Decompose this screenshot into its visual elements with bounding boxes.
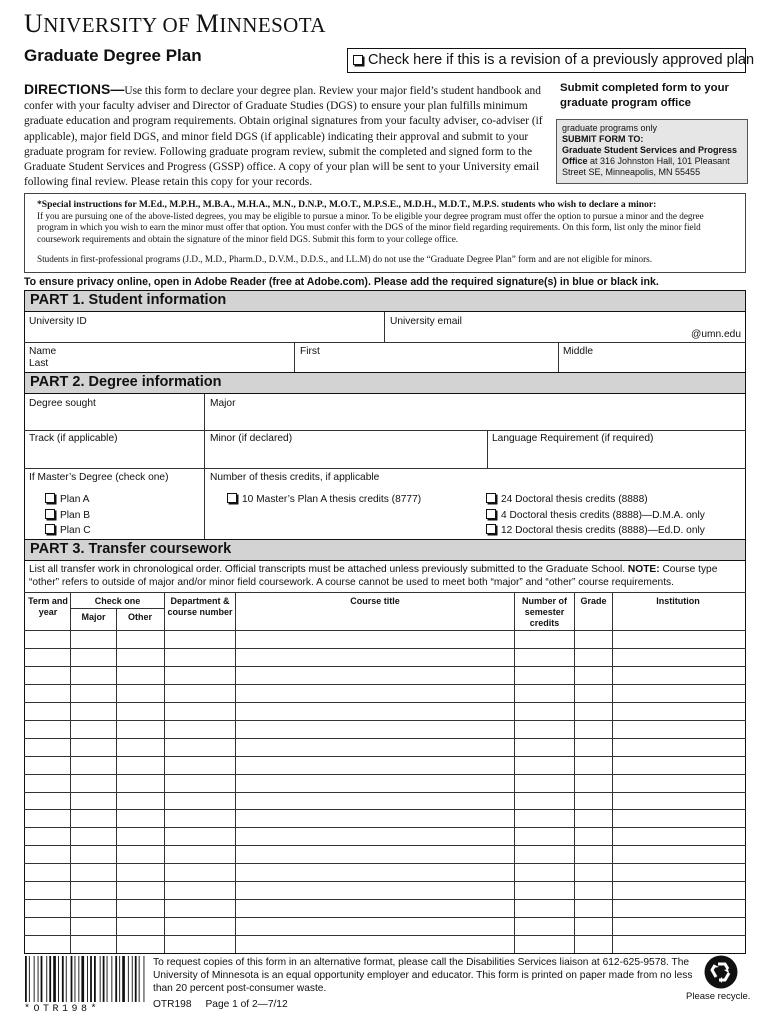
part3-header: PART 3. Transfer coursework <box>24 539 746 561</box>
table-row[interactable] <box>24 666 746 667</box>
part3-instructions-a: List all transfer work in chronological order. Official transcripts must be attached unless previously submitted to the Graduate School. <box>29 564 628 575</box>
col-check-header: Check one <box>94 596 141 606</box>
masters-label: If Master’s Degree (check one) <box>29 472 169 483</box>
directions <box>24 82 552 190</box>
table-row[interactable] <box>24 738 746 739</box>
plan-b-option[interactable] <box>45 509 90 521</box>
page-number: Page 1 of 2—7/12 <box>205 999 288 1010</box>
last-name-field[interactable] <box>26 344 293 371</box>
thesis-4-checkbox[interactable] <box>486 509 496 519</box>
barcode-image <box>24 956 148 1002</box>
table-row[interactable] <box>24 809 746 810</box>
degree-sought-field[interactable] <box>26 396 203 429</box>
thesis-12-checkbox[interactable] <box>486 524 496 534</box>
special-instructions <box>24 193 746 273</box>
col-other-header: Other <box>127 612 152 622</box>
plan-a-label: Plan A <box>60 494 90 505</box>
thesis-10-option[interactable] <box>227 493 421 505</box>
table-row[interactable] <box>24 702 746 703</box>
minor-label: Minor (if declared) <box>210 433 293 444</box>
table-row[interactable] <box>24 899 746 900</box>
submit-address-box <box>556 119 748 184</box>
plan-c-label: Plan C <box>60 525 91 536</box>
part1-header: PART 1. Student information <box>24 290 746 312</box>
table-row[interactable] <box>24 935 746 936</box>
thesis-10-label: 10 Master’s Plan A thesis credits (8777) <box>242 494 422 505</box>
footer-code <box>153 999 288 1010</box>
please-recycle: Please recycle. <box>686 991 751 1002</box>
part2-vline-2 <box>487 430 488 468</box>
track-label: Track (if applicable) <box>29 433 118 444</box>
check-split-line <box>116 608 117 953</box>
language-label: Language Requirement (if required) <box>492 433 654 444</box>
middle-name-label: Middle <box>563 346 594 357</box>
revision-checkbox[interactable] <box>353 55 363 65</box>
table-row[interactable] <box>24 827 746 828</box>
special-heading: *Special instructions for M.Ed., M.P.H., M.B.A., M.H.A., M.N., D.N.P., M.O.T., M.P.S.E., M.D.H., M.D.T., M.P.S. students who wish to declare a minor: <box>37 199 657 210</box>
part1-divider <box>24 342 746 343</box>
office-name: Graduate Student Services and Progress Office <box>562 145 738 166</box>
major-label: Major <box>210 398 236 409</box>
middle-name-field[interactable] <box>560 344 744 371</box>
special-note: Students in first-professional programs (J.D., M.D., Pharm.D., D.V.M., D.D.S., and LL.M) do not use the “Graduate Degree Plan” form and are not eligible for minors. <box>37 254 653 264</box>
plan-b-checkbox[interactable] <box>45 509 55 519</box>
col-dept-header: Department & course number <box>167 596 233 617</box>
plan-a-option[interactable] <box>45 493 89 505</box>
revision-label: Check here if this is a revision of a previously approved plan <box>368 52 755 68</box>
footer-text: To request copies of this form in an alternative format, please call the Disabilities Services liaison at 612-625-9578. The University of Minnesota is an equal opportunity employer and educator. This form is printed on paper made from no less than 20 percent post-consumer waste. <box>153 957 693 994</box>
table-row[interactable] <box>24 774 746 775</box>
table-row[interactable] <box>24 917 746 918</box>
name-label: Name <box>29 346 57 357</box>
major-field[interactable] <box>206 396 744 429</box>
form-title: Graduate Degree Plan <box>24 46 202 65</box>
table-row[interactable] <box>24 756 746 757</box>
part3-instructions-b: Course type “other” refers to outside of major and/or minor field coursework. A course cannot be used to meet both “major” and “other” course requirements. <box>29 564 718 588</box>
thesis-12-option[interactable] <box>486 524 705 536</box>
university-id-field[interactable] <box>26 314 383 341</box>
part2-divider-2 <box>24 468 746 469</box>
col-grade-header: Grade <box>580 596 607 606</box>
univ-initial-u: U <box>24 9 44 38</box>
part1-vline-3 <box>558 342 559 372</box>
table-row[interactable] <box>24 863 746 864</box>
col-title-header: Course title <box>350 596 400 606</box>
degree-sought-label: Degree sought <box>29 398 96 409</box>
col-term-header: Term and year <box>28 596 68 617</box>
thesis-credits-label: Number of thesis credits, if applicable <box>210 472 380 483</box>
recycle-icon <box>704 955 738 989</box>
thesis-10-checkbox[interactable] <box>227 493 237 503</box>
thesis-4-option[interactable] <box>486 509 705 521</box>
col-major-header: Major <box>81 612 106 622</box>
plan-b-label: Plan B <box>60 510 91 521</box>
table-row[interactable] <box>24 684 746 685</box>
check-header-line <box>71 608 164 609</box>
last-name-label: Last <box>29 358 49 369</box>
thesis-24-option[interactable] <box>486 493 648 505</box>
first-name-field[interactable] <box>296 344 557 371</box>
plan-c-option[interactable] <box>45 524 91 536</box>
table-row[interactable] <box>24 630 746 631</box>
email-suffix: @umn.edu <box>691 329 741 340</box>
university-id-label: University ID <box>29 316 87 327</box>
table-row[interactable] <box>24 648 746 649</box>
university-email-label: University email <box>390 316 462 327</box>
directions-text: Use this form to declare your degree plan. Review your major field’s student handbook and confer with your faculty adviser and Director of Graduate Studies (DGS) to ensure your plan fulfills minimum graduate education and program requirements. Obtain original signatures from your faculty adviser, co-adviser (if applicable), major field DGS, and minor field DGS (if applicable) indicating their approval and submit to your graduate program for review. Following graduate program review, submit the completed and signed form to the Graduate Student Services and Progress (GSSP) office. A copy of your plan will be sent to your University email following final review. Please retain this copy for your records. <box>24 85 543 189</box>
privacy-note: To ensure privacy online, open in Adobe Reader (free at Adobe.com). Please add the required signature(s) in blue or black ink. <box>24 276 659 288</box>
plan-c-checkbox[interactable] <box>45 524 55 534</box>
col-institution-header: Institution <box>656 596 700 606</box>
thesis-24-checkbox[interactable] <box>486 493 496 503</box>
minor-field[interactable] <box>206 432 486 467</box>
table-bottom-line <box>24 953 746 954</box>
table-row[interactable] <box>24 792 746 793</box>
part1-vline-2 <box>294 342 295 372</box>
thesis-12-label: 12 Doctoral thesis credits (8888)—Ed.D. only <box>501 525 705 536</box>
thesis-24-label: 24 Doctoral thesis credits (8888) <box>501 494 648 505</box>
table-row[interactable] <box>24 720 746 721</box>
part2-vline-1 <box>204 394 205 539</box>
submit-heading: Submit completed form to your graduate program office <box>560 82 729 109</box>
directions-heading: DIRECTIONS— <box>24 81 125 97</box>
part2-header: PART 2. Degree information <box>24 372 746 394</box>
special-text: If you are pursuing one of the above-listed degrees, you may be eligible to pursue a minor. To be eligible your degree program must offer the option to pursue a minor and the degree program in which you wish to earn the minor must offer that option. You must confer with the DGS of the minor field regarding requirements. On this form, list only the minor field coursework requirements and obtain the signature of the minor field DGS. Submit this form to your college office. <box>37 210 704 244</box>
part1-vline-1 <box>384 312 385 342</box>
univ-text-1: NIVERSITY OF <box>43 13 196 37</box>
univ-text-2: INNESOTA <box>219 13 326 37</box>
revision-checkbox-field[interactable] <box>347 48 755 73</box>
office-address: at 316 Johnston Hall, 101 Pleasant Street SE, Minneapolis, MN 55455 <box>562 156 730 177</box>
univ-initial-m: M <box>195 9 220 38</box>
submit-to-label: SUBMIT FORM TO: <box>562 134 644 144</box>
table-top-line <box>24 592 746 593</box>
part3-instructions <box>29 564 745 589</box>
language-field[interactable] <box>489 432 744 467</box>
table-row[interactable] <box>24 881 746 882</box>
programs-only-note: graduate programs only <box>562 123 658 133</box>
part2-divider-1 <box>24 430 746 431</box>
first-name-label: First <box>300 346 320 357</box>
form-code: OTR198 <box>153 999 192 1010</box>
track-field[interactable] <box>26 432 203 467</box>
barcode-text: *OTR198* <box>24 1004 101 1015</box>
plan-a-checkbox[interactable] <box>45 493 55 503</box>
table-row[interactable] <box>24 845 746 846</box>
part3-note-label: NOTE: <box>627 564 660 575</box>
university-name <box>24 9 326 39</box>
col-credits-header: Number of semester credits <box>522 596 567 628</box>
thesis-4-label: 4 Doctoral thesis credits (8888)—D.M.A. only <box>501 510 705 521</box>
